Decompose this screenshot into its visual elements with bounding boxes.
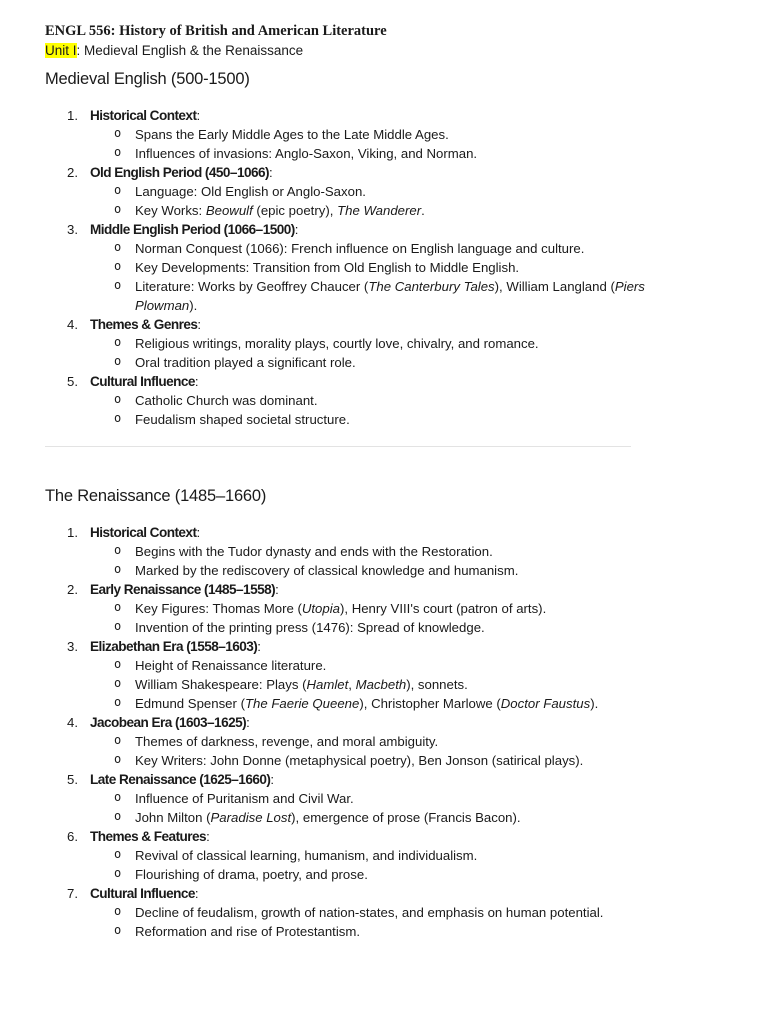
topic-item: Late Renaissance (1625–1660): o Influence of Puritanism and Civil War. o John Milton (Paradise Lost), emergence of prose (Francis Bacon). [90, 770, 645, 827]
topic-item: Historical Context: o Spans the Early Middle Ages to the Late Middle Ages. o Influences of invasions: Anglo-Saxon, Viking, and Norman. [90, 106, 645, 163]
bullet-point: o Invention of the printing press (1476): Spread of knowledge. [135, 618, 645, 637]
bullet-text: ), William Langland ( [494, 279, 615, 294]
bullet-list [90, 846, 645, 884]
bullet-point: o Decline of feudalism, growth of nation-states, and emphasis on human potential. [135, 903, 645, 922]
topic-item: Cultural Influence: o Decline of feudalism, growth of nation-states, and emphasis on human potential. o Reformation and rise of Protestantism. [90, 884, 645, 941]
bullet-point: o Flourishing of drama, poetry, and prose. [135, 865, 645, 884]
bullet-list [90, 903, 645, 941]
bullet-text: ), emergence of prose (Francis Bacon). [291, 810, 521, 825]
bullet-point: o Catholic Church was dominant. [135, 391, 645, 410]
topic-item: Themes & Genres: o Religious writings, morality plays, courtly love, chivalry, and romance. o Oral tradition played a significant role. [90, 315, 645, 372]
italic-title: Piers Plowman [135, 279, 645, 313]
bullet-list [90, 732, 645, 770]
topic-title: Themes & Genres [90, 317, 198, 332]
document-page [45, 22, 645, 941]
topic-title: Jacobean Era (1603–1625) [90, 715, 247, 730]
italic-title: Utopia [301, 601, 340, 616]
medieval-heading: Medieval English (500-1500) [45, 70, 250, 88]
bullet-text: Key Figures: Thomas More ( [135, 601, 302, 616]
bullet-text: Literature: Works by Geoffrey Chaucer ( [135, 279, 369, 294]
course-title: ENGL 556: History of British and American Literature [45, 23, 387, 39]
bullet-text: ). [590, 696, 599, 711]
bullet-point [135, 201, 645, 220]
italic-title: Paradise Lost [210, 810, 292, 825]
bullet-list [90, 182, 645, 220]
italic-title: Macbeth [355, 677, 407, 692]
bullet-point [135, 599, 645, 618]
topic-title: Themes & Features [90, 829, 207, 844]
topic-title: Late Renaissance (1625–1660) [90, 772, 271, 787]
bullet-point [135, 694, 645, 713]
topic-title: Old English Period (450–1066) [90, 165, 269, 180]
bullet-text: , [348, 677, 356, 692]
bullet-text: ). [189, 298, 198, 313]
bullet-list [90, 656, 645, 713]
topic-item: Historical Context: o Begins with the Tudor dynasty and ends with the Restoration. o Marked by the rediscovery of classical knowledge and humanism. [90, 523, 645, 580]
bullet-point: o Begins with the Tudor dynasty and ends with the Restoration. [135, 542, 645, 561]
bullet-point: o Religious writings, morality plays, courtly love, chivalry, and romance. [135, 334, 645, 353]
bullet-text: ), sonnets. [406, 677, 468, 692]
bullet-point: o Influence of Puritanism and Civil War. [135, 789, 645, 808]
bullet-text: John Milton ( [135, 810, 211, 825]
bullet-text: Key Works: [135, 203, 206, 218]
italic-title: Beowulf [205, 203, 253, 218]
italic-title: The Faerie Queene [244, 696, 360, 711]
bullet-text: William Shakespeare: Plays ( [135, 677, 307, 692]
bullet-text: ), Henry VIII's court (patron of arts). [339, 601, 547, 616]
bullet-point: o Revival of classical learning, humanism, and individualism. [135, 846, 645, 865]
bullet-list [90, 542, 645, 580]
topic-title: Middle English Period (1066–1500) [90, 222, 295, 237]
topic-title: Elizabethan Era (1558–1603) [90, 639, 258, 654]
topic-title: Early Renaissance (1485–1558) [90, 582, 276, 597]
bullet-list [90, 599, 645, 637]
bullet-text: ), Christopher Marlowe ( [359, 696, 501, 711]
bullet-point: o Oral tradition played a significant role. [135, 353, 645, 372]
italic-title: Doctor Faustus [500, 696, 591, 711]
renaissance-topic-list [45, 523, 645, 941]
bullet-point: o Key Developments: Transition from Old English to Middle English. [135, 258, 645, 277]
bullet-point: o Reformation and rise of Protestantism. [135, 922, 645, 941]
bullet-point [135, 808, 645, 827]
bullet-point: o Height of Renaissance literature. [135, 656, 645, 675]
unit-line [45, 41, 645, 60]
italic-title: The Wanderer [337, 203, 422, 218]
bullet-text: (epic poetry), [252, 203, 338, 218]
topic-title: Historical Context [90, 525, 197, 540]
bullet-list [90, 125, 645, 163]
bullet-point: o Feudalism shaped societal structure. [135, 410, 645, 429]
bullet-list [90, 789, 645, 827]
bullet-list [90, 391, 645, 429]
topic-item: Jacobean Era (1603–1625): o Themes of darkness, revenge, and moral ambiguity. o Key Writers: John Donne (metaphysical poetry), Ben Jonson (satirical plays). [90, 713, 645, 770]
italic-title: Hamlet [306, 677, 349, 692]
section-divider [45, 446, 631, 447]
unit-label-highlight: Unit I [45, 43, 77, 58]
topic-item: Cultural Influence: o Catholic Church was dominant. o Feudalism shaped societal structure. [90, 372, 645, 429]
bullet-point: o Key Writers: John Donne (metaphysical poetry), Ben Jonson (satirical plays). [135, 751, 645, 770]
topic-item: Old English Period (450–1066): o Language: Old English or Anglo-Saxon. o Key Works: Beowulf (epic poetry), The Wanderer. [90, 163, 645, 220]
bullet-point: o Marked by the rediscovery of classical knowledge and humanism. [135, 561, 645, 580]
bullet-list [90, 334, 645, 372]
topic-item: Early Renaissance (1485–1558): o Key Figures: Thomas More (Utopia), Henry VIII's court (patron of arts). o Invention of the printing press (1476): Spread of knowledge. [90, 580, 645, 637]
bullet-text: Edmund Spenser ( [135, 696, 245, 711]
bullet-point [135, 675, 645, 694]
bullet-point: o Themes of darkness, revenge, and moral ambiguity. [135, 732, 645, 751]
italic-title: The Canterbury Tales [368, 279, 495, 294]
bullet-point: o Spans the Early Middle Ages to the Late Middle Ages. [135, 125, 645, 144]
bullet-list [90, 239, 645, 315]
renaissance-heading: The Renaissance (1485–1660) [45, 487, 267, 505]
bullet-point: o Language: Old English or Anglo-Saxon. [135, 182, 645, 201]
unit-subtitle: : Medieval English & the Renaissance [76, 43, 304, 58]
bullet-point [135, 277, 645, 315]
topic-item: Middle English Period (1066–1500): o Norman Conquest (1066): French influence on English language and culture. o Key Developments: Transition from Old English to Middle English. o Literature: Works by Geoffrey Chaucer (The Canterbury Tales), William Langland (Piers Plowman). [90, 220, 645, 315]
bullet-point: o Influences of invasions: Anglo-Saxon, Viking, and Norman. [135, 144, 645, 163]
bullet-text: . [421, 203, 425, 218]
topic-title: Cultural Influence [90, 374, 195, 389]
topic-title: Historical Context [90, 108, 197, 123]
topic-item: Themes & Features: o Revival of classical learning, humanism, and individualism. o Flourishing of drama, poetry, and prose. [90, 827, 645, 884]
topic-title: Cultural Influence [90, 886, 195, 901]
bullet-point: o Norman Conquest (1066): French influence on English language and culture. [135, 239, 645, 258]
medieval-topic-list [45, 106, 645, 429]
topic-item: Elizabethan Era (1558–1603): o Height of Renaissance literature. o William Shakespeare: Plays (Hamlet, Macbeth), sonnets. o Edmund Spenser (The Faerie Queene), Christopher Marlowe (Doctor Faustus). [90, 637, 645, 713]
